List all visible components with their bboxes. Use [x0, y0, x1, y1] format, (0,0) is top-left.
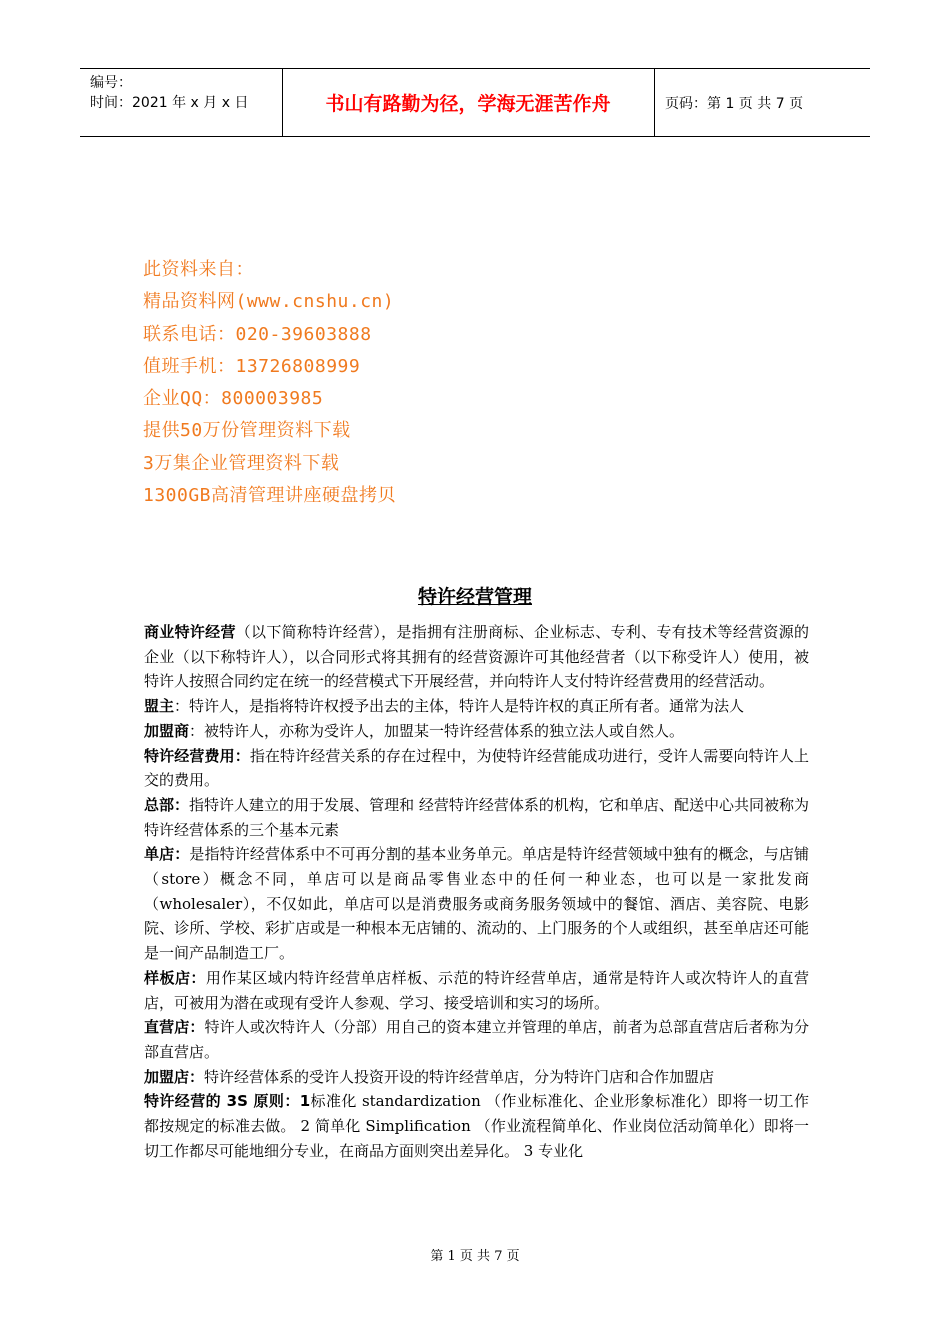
term-label: 特许经营的 3S 原则：1 — [144, 1092, 311, 1111]
source-line: 此资料来自： — [143, 259, 254, 280]
source-line: 1300GB高清管理讲座硬盘拷贝 — [143, 485, 397, 507]
source-line-phone: 联系电话：020-39603888 — [143, 323, 372, 345]
date-label: 时间：2021 年 x 月 x 日 — [90, 95, 249, 111]
source-line-qq: 企业QQ：800003985 — [143, 388, 324, 410]
source-line: 提供50万份管理资料下载 — [143, 420, 351, 442]
paragraph — [144, 744, 809, 793]
term-label: 直营店： — [144, 1018, 205, 1037]
term-label: 总部： — [144, 795, 190, 814]
paragraph-text: 指在特许经营关系的存在过程中，为使特许经营能成功进行，受许人需要向特许人上交的费用。 — [144, 746, 809, 790]
paragraph — [144, 620, 809, 694]
page-footer: 第 1 页 共 7 页 — [430, 1249, 520, 1264]
source-line-website: 精品资料网(www.cnshu.cn) — [143, 291, 395, 313]
article-title: 特许经营管理 — [417, 586, 532, 608]
term-label: 样板店： — [144, 968, 206, 987]
paragraph-text: 标准化 standardization （作业标准化、企业形象标准化）即将一切工作都按规定的标准去做。 2 简单化 Simplification （作业流程简单化、作业岗位活动简单化）即将一切工作都尽可能地细分专业，在商品方面则突出差异化。 3 专业化 — [144, 1092, 809, 1160]
paragraph-text: 特许经营体系的受许人投资开设的特许经营单店，分为特许门店和合作加盟店 — [204, 1067, 715, 1086]
paragraph-text: ：特许人，是指将特许权授予出去的主体，特许人是特许权的真正所有者。通常为法人 — [174, 697, 745, 716]
term-label: 加盟商 — [144, 721, 190, 740]
paragraph — [144, 719, 809, 744]
paragraph — [144, 1089, 809, 1163]
paragraph-text: ：被特许人，亦称为受许人，加盟某一特许经营体系的独立法人或自然人。 — [189, 721, 685, 740]
paragraph-text: 指特许人建立的用于发展、管理和 经营特许经营体系的机构，它和单店、配送中心共同被称为特许经营体系的三个基本元素 — [144, 795, 809, 839]
paragraph — [144, 793, 809, 842]
term-label: 盟主 — [144, 697, 175, 716]
paragraph-text: 特许人或次特许人（分部）用自己的资本建立并管理的单店，前者为总部直营店后者称为分部直营店。 — [144, 1018, 809, 1061]
source-line: 3万集企业管理资料下载 — [143, 452, 340, 474]
paragraph — [144, 694, 809, 719]
header-motto: 书山有路勤为径，学海无涯苦作舟 — [325, 93, 611, 115]
article-body — [144, 620, 809, 1163]
paragraph-text: 用作某区域内特许经营单店样板、示范的特许经营单店，通常是特许人或次特许人的直营店，可被用为潜在或现有受许人参观、学习、接受培训和实习的场所。 — [144, 968, 809, 1012]
term-label: 单店： — [144, 845, 190, 864]
paragraph — [144, 842, 809, 966]
header-divider — [654, 69, 655, 136]
paragraph-text: （以下简称特许经营），是指拥有注册商标、企业标志、专利、专有技术等经营资源的企业（以下称特许人），以合同形式将其拥有的经营资源许可其他经营者（以下称受许人）使用，被特许人按照合同约定在统一的经营模式下开展经营，并向特许人支付特许经营费用的经营活动。 — [144, 623, 809, 691]
paragraph — [144, 966, 809, 1015]
paragraph — [144, 1065, 809, 1090]
document-header-table — [80, 68, 870, 137]
term-label: 商业特许经营 — [144, 623, 236, 641]
serial-number-label: 编号： — [90, 75, 132, 91]
paragraph-text: 是指特许经营体系中不可再分割的基本业务单元。单店是特许经营领域中独有的概念，与店铺（store）概念不同，单店可以是商品零售业态中的任何一种业态，也可以是一家批发商（wholesaler），不仅如此，单店可以是消费服务或商务服务领域中的餐馆、酒店、美容院、电影院、诊所、学校、彩扩店或是一种根本无店铺的、流动的、上门服务的个人或组织，甚至单店还可能是一间产品制造工厂。 — [144, 845, 809, 963]
term-label: 特许经营费用： — [144, 746, 250, 765]
source-info-block — [143, 254, 396, 512]
header-meta — [90, 73, 248, 113]
term-label: 加盟店： — [144, 1067, 205, 1086]
header-page-info: 页码：第 1 页 共 7 页 — [665, 95, 804, 112]
paragraph — [144, 1015, 809, 1064]
source-line-mobile: 值班手机：13726808999 — [143, 355, 361, 377]
